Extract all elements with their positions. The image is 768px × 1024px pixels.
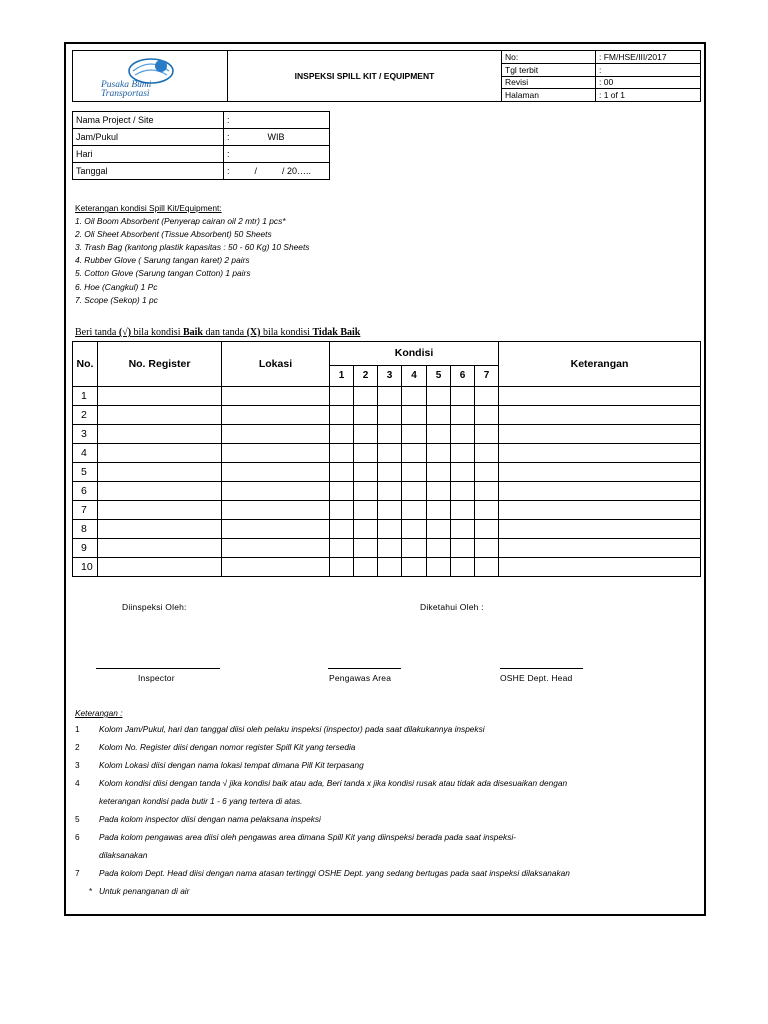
note-text: Pada kolom inspector diisi dengan nama pelaksana inspeksi (99, 814, 321, 824)
note-number: 7 (75, 868, 80, 878)
info-value-field[interactable]: : (224, 146, 330, 163)
kondisi-cell[interactable] (427, 539, 451, 558)
kondisi-item: 1. Oil Boom Absorbent (Penyerap cairan oil 2 mtr) 1 pcs* (75, 216, 286, 227)
keterangan-cell[interactable] (499, 425, 701, 444)
kondisi-cell[interactable] (475, 501, 499, 520)
note-number: 6 (75, 832, 80, 842)
kondisi-cell[interactable] (427, 520, 451, 539)
kondisi-cell[interactable] (451, 463, 475, 482)
note-number: 5 (75, 814, 80, 824)
register-cell[interactable] (98, 501, 222, 520)
row-number: 1 (73, 387, 98, 406)
info-value-field[interactable] (224, 129, 330, 146)
note-text: Untuk penanganan di air (99, 886, 190, 896)
kondisi-cell[interactable] (427, 406, 451, 425)
kondisi-cell[interactable] (451, 482, 475, 501)
kondisi-cell[interactable] (402, 406, 427, 425)
kondisi-cell[interactable] (354, 558, 378, 577)
info-colon: : (227, 132, 230, 142)
kondisi-cell[interactable] (330, 463, 354, 482)
kondisi-col-header: 2 (354, 365, 378, 386)
row-number: 6 (73, 482, 98, 501)
keterangan-cell[interactable] (499, 482, 701, 501)
kondisi-col-header: 3 (378, 365, 402, 386)
keterangan-cell[interactable] (499, 539, 701, 558)
kondisi-cell[interactable] (402, 444, 427, 463)
company-logo (91, 55, 211, 99)
kondisi-cell[interactable] (402, 501, 427, 520)
kondisi-cell[interactable] (330, 425, 354, 444)
lokasi-cell[interactable] (222, 387, 330, 406)
kondisi-cell[interactable] (354, 387, 378, 406)
lokasi-cell[interactable] (222, 444, 330, 463)
kondisi-cell[interactable] (330, 482, 354, 501)
instruction-text: Beri tanda (75, 327, 119, 338)
kondisi-col-header: 5 (427, 365, 451, 386)
kondisi-col-header: 4 (402, 365, 427, 386)
table-row (73, 444, 701, 463)
table-row (73, 425, 701, 444)
kondisi-item: 7. Scope (Sekop) 1 pc (75, 294, 158, 305)
row-number: 10 (73, 558, 98, 577)
lokasi-cell[interactable] (222, 463, 330, 482)
row-number: 7 (73, 501, 98, 520)
row-number: 9 (73, 539, 98, 558)
form-title: INSPEKSI SPILL KIT / EQUIPMENT (228, 51, 502, 102)
kondisi-cell[interactable] (402, 425, 427, 444)
kondisi-cell[interactable] (475, 425, 499, 444)
instruction-bold: (X) (246, 327, 261, 338)
col-header-keterangan: Keterangan (499, 342, 701, 387)
lokasi-cell[interactable] (222, 482, 330, 501)
note-text: Kolom No. Register diisi dengan nomor register Spill Kit yang tersedia (99, 742, 356, 752)
logo-cell (73, 51, 228, 102)
kondisi-cell[interactable] (475, 539, 499, 558)
meta-value: : FM/HSE/III/2017 (596, 51, 701, 64)
kondisi-cell[interactable] (354, 539, 378, 558)
kondisi-item: 6. Hoe (Cangkul) 1 Pc (75, 281, 158, 292)
register-cell[interactable] (98, 558, 222, 577)
diinspeksi-label: Diinspeksi Oleh: (122, 602, 187, 612)
kondisi-cell[interactable] (378, 425, 402, 444)
table-row (73, 558, 701, 577)
kondisi-cell[interactable] (402, 387, 427, 406)
instruction-text: bila kondisi (131, 327, 183, 338)
note-text: Kolom kondisi diisi dengan tanda √ jika kondisi baik atau ada, Beri tanda x jika kondisi rusak atau tidak ada disesuaikan dengan (99, 778, 568, 788)
row-number: 2 (73, 406, 98, 425)
kondisi-cell[interactable] (378, 520, 402, 539)
kondisi-cell[interactable] (451, 539, 475, 558)
kondisi-cell[interactable] (451, 520, 475, 539)
keterangan-cell[interactable] (499, 558, 701, 577)
note-number: 4 (75, 778, 80, 788)
kondisi-cell[interactable] (475, 406, 499, 425)
register-cell[interactable] (98, 539, 222, 558)
note-number: 3 (75, 760, 80, 770)
inspection-grid (72, 341, 701, 577)
pengawas-signature-line[interactable] (328, 668, 401, 669)
kondisi-cell[interactable] (402, 539, 427, 558)
project-info-table (72, 111, 330, 180)
note-text: Kolom Lokasi diisi dengan nama lokasi tempat dimana Pill Kit terpasang (99, 760, 364, 770)
note-text: Pada kolom pengawas area diisi oleh pengawas area dimana Spill Kit yang diinspeksi berada pada saat inspeksi- (99, 832, 516, 842)
kondisi-cell[interactable] (475, 482, 499, 501)
info-unit-wib: WIB (267, 132, 285, 142)
info-value-field[interactable]: : (224, 112, 330, 129)
info-label: Jam/Pukul (73, 129, 224, 146)
kondisi-cell[interactable] (378, 539, 402, 558)
kondisi-cell[interactable] (427, 501, 451, 520)
kondisi-cell[interactable] (427, 444, 451, 463)
kondisi-cell[interactable] (451, 558, 475, 577)
instruction-text: bila kondisi (260, 327, 313, 338)
register-cell[interactable] (98, 463, 222, 482)
meta-label: Halaman (502, 89, 596, 102)
lokasi-cell[interactable] (222, 520, 330, 539)
kondisi-cell[interactable] (451, 444, 475, 463)
kondisi-cell[interactable] (354, 501, 378, 520)
keterangan-cell[interactable] (499, 463, 701, 482)
table-row (73, 539, 701, 558)
kondisi-cell[interactable] (475, 520, 499, 539)
keterangan-cell[interactable] (499, 520, 701, 539)
register-cell[interactable] (98, 425, 222, 444)
note-text: keterangan kondisi pada butir 1 - 6 yang tertera di atas. (99, 796, 303, 806)
kondisi-cell[interactable] (475, 387, 499, 406)
pengawas-label: Pengawas Area (329, 673, 392, 683)
lokasi-cell[interactable] (222, 501, 330, 520)
table-row (73, 520, 701, 539)
col-header-lokasi: Lokasi (222, 342, 330, 387)
kondisi-col-header: 1 (330, 365, 354, 386)
kondisi-cell[interactable] (378, 463, 402, 482)
kondisi-cell[interactable] (330, 406, 354, 425)
kondisi-cell[interactable] (330, 558, 354, 577)
kondisi-cell[interactable] (354, 463, 378, 482)
kondisi-cell[interactable] (354, 444, 378, 463)
kondisi-cell[interactable] (330, 501, 354, 520)
notes-heading: Keterangan : (75, 708, 123, 718)
instruction-bold: (√) (118, 327, 132, 338)
kondisi-item: 3. Trash Bag (kantong plastik kapasitas : 50 - 60 Kg) 10 Sheets (75, 242, 310, 253)
table-row (73, 406, 701, 425)
kondisi-cell[interactable] (354, 482, 378, 501)
kondisi-cell[interactable] (378, 406, 402, 425)
logo-text-2: Transportasi (101, 89, 150, 99)
kondisi-item: 5. Cotton Glove (Sarung tangan Cotton) 1 pairs (75, 268, 251, 279)
table-row (73, 501, 701, 520)
info-value-field[interactable]: : / / 20….. (224, 163, 330, 180)
col-header-no: No. (73, 342, 98, 387)
row-number: 4 (73, 444, 98, 463)
kondisi-cell[interactable] (402, 558, 427, 577)
keterangan-cell[interactable] (499, 501, 701, 520)
note-text: Pada kolom Dept. Head diisi dengan nama atasan tertinggi OSHE Dept. yang sedang bertugas pada saat inspeksi dilaksanakan (99, 868, 570, 878)
register-cell[interactable] (98, 482, 222, 501)
form-frame (64, 42, 706, 916)
kondisi-item: 4. Rubber Glove ( Sarung tangan karet) 2 pairs (75, 255, 250, 266)
kondisi-cell[interactable] (427, 387, 451, 406)
lokasi-cell[interactable] (222, 425, 330, 444)
note-text: Kolom Jam/Pukul, hari dan tanggal diisi oleh pelaku inspeksi (inspector) pada saat dilakukannya inspeksi (99, 724, 485, 734)
oshe-label: OSHE Dept. Head (500, 673, 573, 683)
note-number: * (89, 886, 93, 896)
kondisi-cell[interactable] (378, 444, 402, 463)
note-number: 2 (75, 742, 80, 752)
keterangan-cell[interactable] (499, 444, 701, 463)
kondisi-cell[interactable] (330, 444, 354, 463)
register-cell[interactable] (98, 520, 222, 539)
kondisi-cell[interactable] (427, 425, 451, 444)
kondisi-cell[interactable] (354, 520, 378, 539)
kondisi-cell[interactable] (451, 387, 475, 406)
kondisi-cell[interactable] (402, 463, 427, 482)
row-number: 3 (73, 425, 98, 444)
kondisi-cell[interactable] (378, 482, 402, 501)
info-label: Nama Project / Site (73, 112, 224, 129)
diketahui-label: Diketahui Oleh : (420, 602, 484, 612)
instruction-bold: Tidak Baik (312, 327, 361, 338)
kondisi-cell[interactable] (427, 558, 451, 577)
instruction-bold: Baik (182, 327, 203, 338)
instruction-text: dan tanda (203, 327, 247, 338)
note-text: dilaksanakan (99, 850, 148, 860)
logo-text-1: Pusaka Bumi (101, 80, 152, 90)
table-row (73, 387, 701, 406)
lokasi-cell[interactable] (222, 406, 330, 425)
kondisi-cell[interactable] (378, 558, 402, 577)
kondisi-col-header: 7 (475, 365, 499, 386)
instruction-line (75, 327, 360, 338)
info-label: Tanggal (73, 163, 224, 180)
inspector-label: Inspector (138, 673, 175, 683)
kondisi-col-header: 6 (451, 365, 475, 386)
kondisi-cell[interactable] (451, 425, 475, 444)
kondisi-cell[interactable] (330, 387, 354, 406)
lokasi-cell[interactable] (222, 539, 330, 558)
kondisi-cell[interactable] (451, 501, 475, 520)
col-header-kondisi: Kondisi (330, 342, 499, 366)
kondisi-cell[interactable] (475, 558, 499, 577)
meta-value: : (596, 63, 701, 76)
meta-value: : 00 (596, 76, 701, 89)
kondisi-item: 2. Oli Sheet Absorbent (Tissue Absorbent) 50 Sheets (75, 229, 272, 240)
meta-label: No: (502, 51, 596, 64)
keterangan-cell[interactable] (499, 387, 701, 406)
kondisi-cell[interactable] (427, 482, 451, 501)
register-cell[interactable] (98, 406, 222, 425)
kondisi-cell[interactable] (402, 482, 427, 501)
kondisi-heading: Keterangan kondisi Spill Kit/Equipment: (75, 203, 222, 213)
meta-label: Tgl terbit (502, 63, 596, 76)
register-cell[interactable] (98, 444, 222, 463)
kondisi-cell[interactable] (354, 406, 378, 425)
kondisi-cell[interactable] (475, 444, 499, 463)
kondisi-cell[interactable] (330, 539, 354, 558)
kondisi-cell[interactable] (427, 463, 451, 482)
form-header (72, 50, 701, 102)
kondisi-cell[interactable] (378, 387, 402, 406)
kondisi-cell[interactable] (475, 463, 499, 482)
kondisi-cell[interactable] (378, 501, 402, 520)
row-number: 8 (73, 520, 98, 539)
kondisi-description (75, 202, 309, 307)
table-row (73, 482, 701, 501)
kondisi-cell[interactable] (330, 520, 354, 539)
kondisi-cell[interactable] (451, 406, 475, 425)
meta-value: : 1 of 1 (596, 89, 701, 102)
kondisi-cell[interactable] (354, 425, 378, 444)
meta-label: Revisi (502, 76, 596, 89)
oshe-signature-line[interactable] (500, 668, 583, 669)
col-header-register: No. Register (98, 342, 222, 387)
lokasi-cell[interactable] (222, 558, 330, 577)
register-cell[interactable] (98, 387, 222, 406)
keterangan-cell[interactable] (499, 406, 701, 425)
inspector-signature-line[interactable] (96, 668, 220, 669)
table-row (73, 463, 701, 482)
row-number: 5 (73, 463, 98, 482)
info-label: Hari (73, 146, 224, 163)
kondisi-cell[interactable] (402, 520, 427, 539)
note-number: 1 (75, 724, 80, 734)
